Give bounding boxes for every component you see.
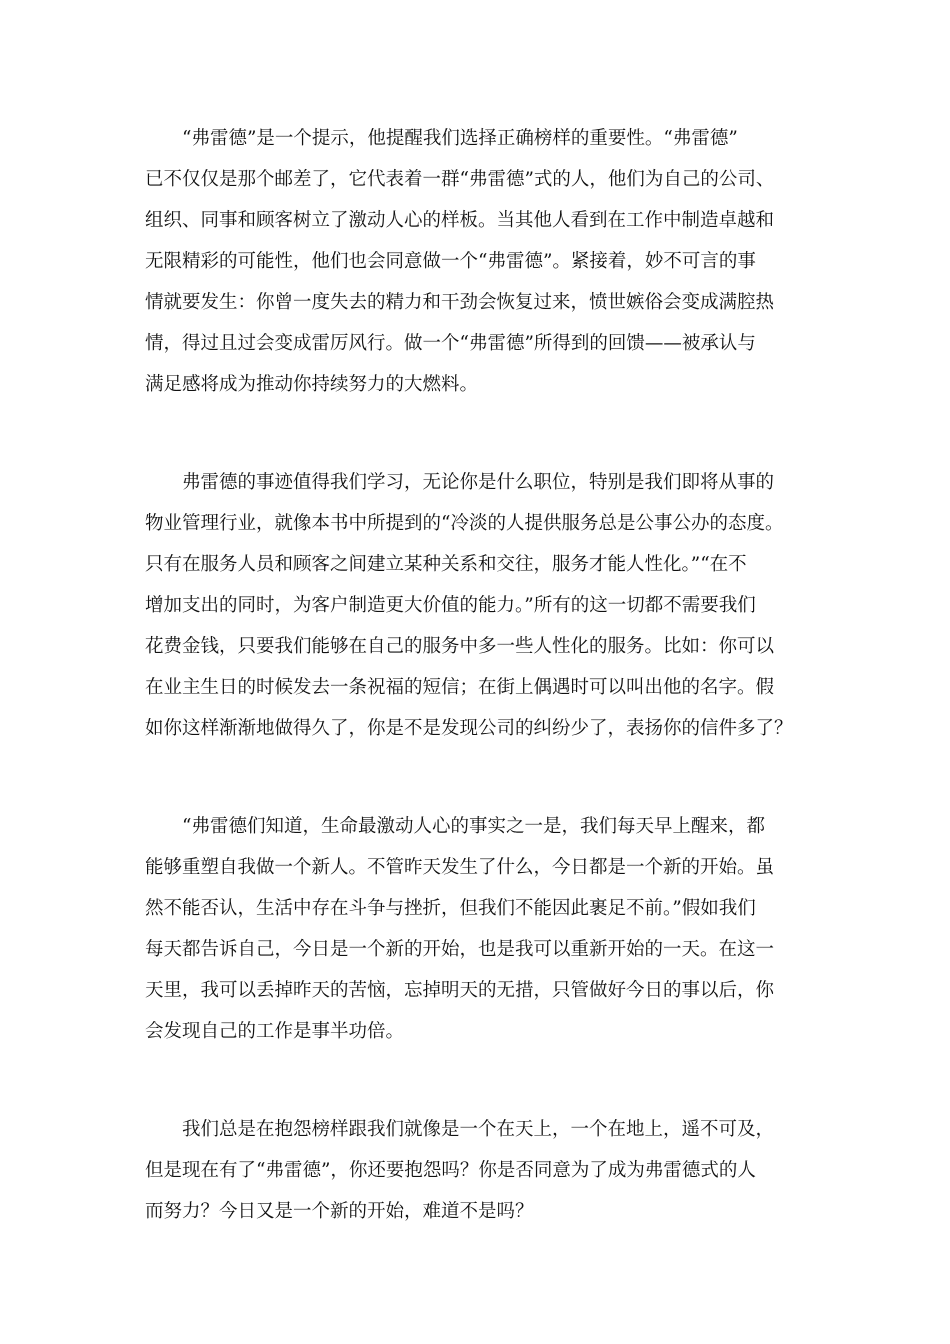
text-line: 只有在服务人员和顾客之间建立某种关系和交往，服务才能人性化。”“在不 <box>145 554 747 575</box>
text-line: 天里，我可以丢掉昨天的苦恼，忘掉明天的无措，只管做好今日的事以后，你 <box>145 980 775 1001</box>
text-line: “弗雷德们知道，生命最激动人心的事实之一是，我们每天早上醒来，都 <box>145 816 765 837</box>
text-line: 增加支出的同时，为客户制造更大价值的能力。”所有的这一切都不需要我们 <box>145 595 756 616</box>
text-line: 弗雷德的事迹值得我们学习，无论你是什么职位，特别是我们即将从事的 <box>145 472 775 493</box>
text-line: 情，得过且过会变成雷厉风行。做一个“弗雷德”所得到的回馈——被承认与 <box>145 333 756 354</box>
paragraph-2 <box>145 462 810 749</box>
text-line: 在业主生日的时候发去一条祝福的短信；在街上偶遇时可以叫出他的名字。假 <box>145 677 775 698</box>
paragraph-1 <box>145 118 810 405</box>
document-body <box>145 118 810 1289</box>
text-line: 满足感将成为推动你持续努力的大燃料。 <box>145 374 479 395</box>
text-line: 然不能否认，生活中存在斗争与挫折，但我们不能因此裹足不前。”假如我们 <box>145 898 756 919</box>
text-line: 会发现自己的工作是事半功倍。 <box>145 1021 405 1042</box>
text-line: 如你这样渐渐地做得久了，你是不是发现公司的纠纷少了，表扬你的信件多了？ <box>145 718 793 739</box>
text-line: 每天都告诉自己，今日是一个新的开始，也是我可以重新开始的一天。在这一 <box>145 939 775 960</box>
text-line: 我们总是在抱怨榜样跟我们就像是一个在天上，一个在地上，遥不可及， <box>145 1119 775 1140</box>
paragraph-4 <box>145 1109 810 1232</box>
text-line: 而努力？今日又是一个新的开始，难道不是吗？ <box>145 1201 534 1222</box>
text-line: 情就要发生：你曾一度失去的精力和干劲会恢复过来，愤世嫉俗会变成满腔热 <box>145 292 775 313</box>
text-line: “弗雷德”是一个提示，他提醒我们选择正确榜样的重要性。“弗雷德” <box>145 128 738 149</box>
text-line: 无限精彩的可能性，他们也会同意做一个“弗雷德”。紧接着，妙不可言的事 <box>145 251 756 272</box>
text-line: 能够重塑自我做一个新人。不管昨天发生了什么，今日都是一个新的开始。虽 <box>145 857 775 878</box>
text-line: 物业管理行业，就像本书中所提到的“冷淡的人提供服务总是公事公办的态度。 <box>145 513 784 534</box>
paragraph-3 <box>145 806 810 1052</box>
text-line: 花费金钱，只要我们能够在自己的服务中多一些人性化的服务。比如：你可以 <box>145 636 775 657</box>
text-line: 组织、同事和顾客树立了激动人心的样板。当其他人看到在工作中制造卓越和 <box>145 210 775 231</box>
text-line: 但是现在有了“弗雷德”，你还要抱怨吗？你是否同意为了成为弗雷德式的人 <box>145 1160 756 1181</box>
text-line: 已不仅仅是那个邮差了，它代表着一群“弗雷德”式的人，他们为自己的公司、 <box>145 169 775 190</box>
